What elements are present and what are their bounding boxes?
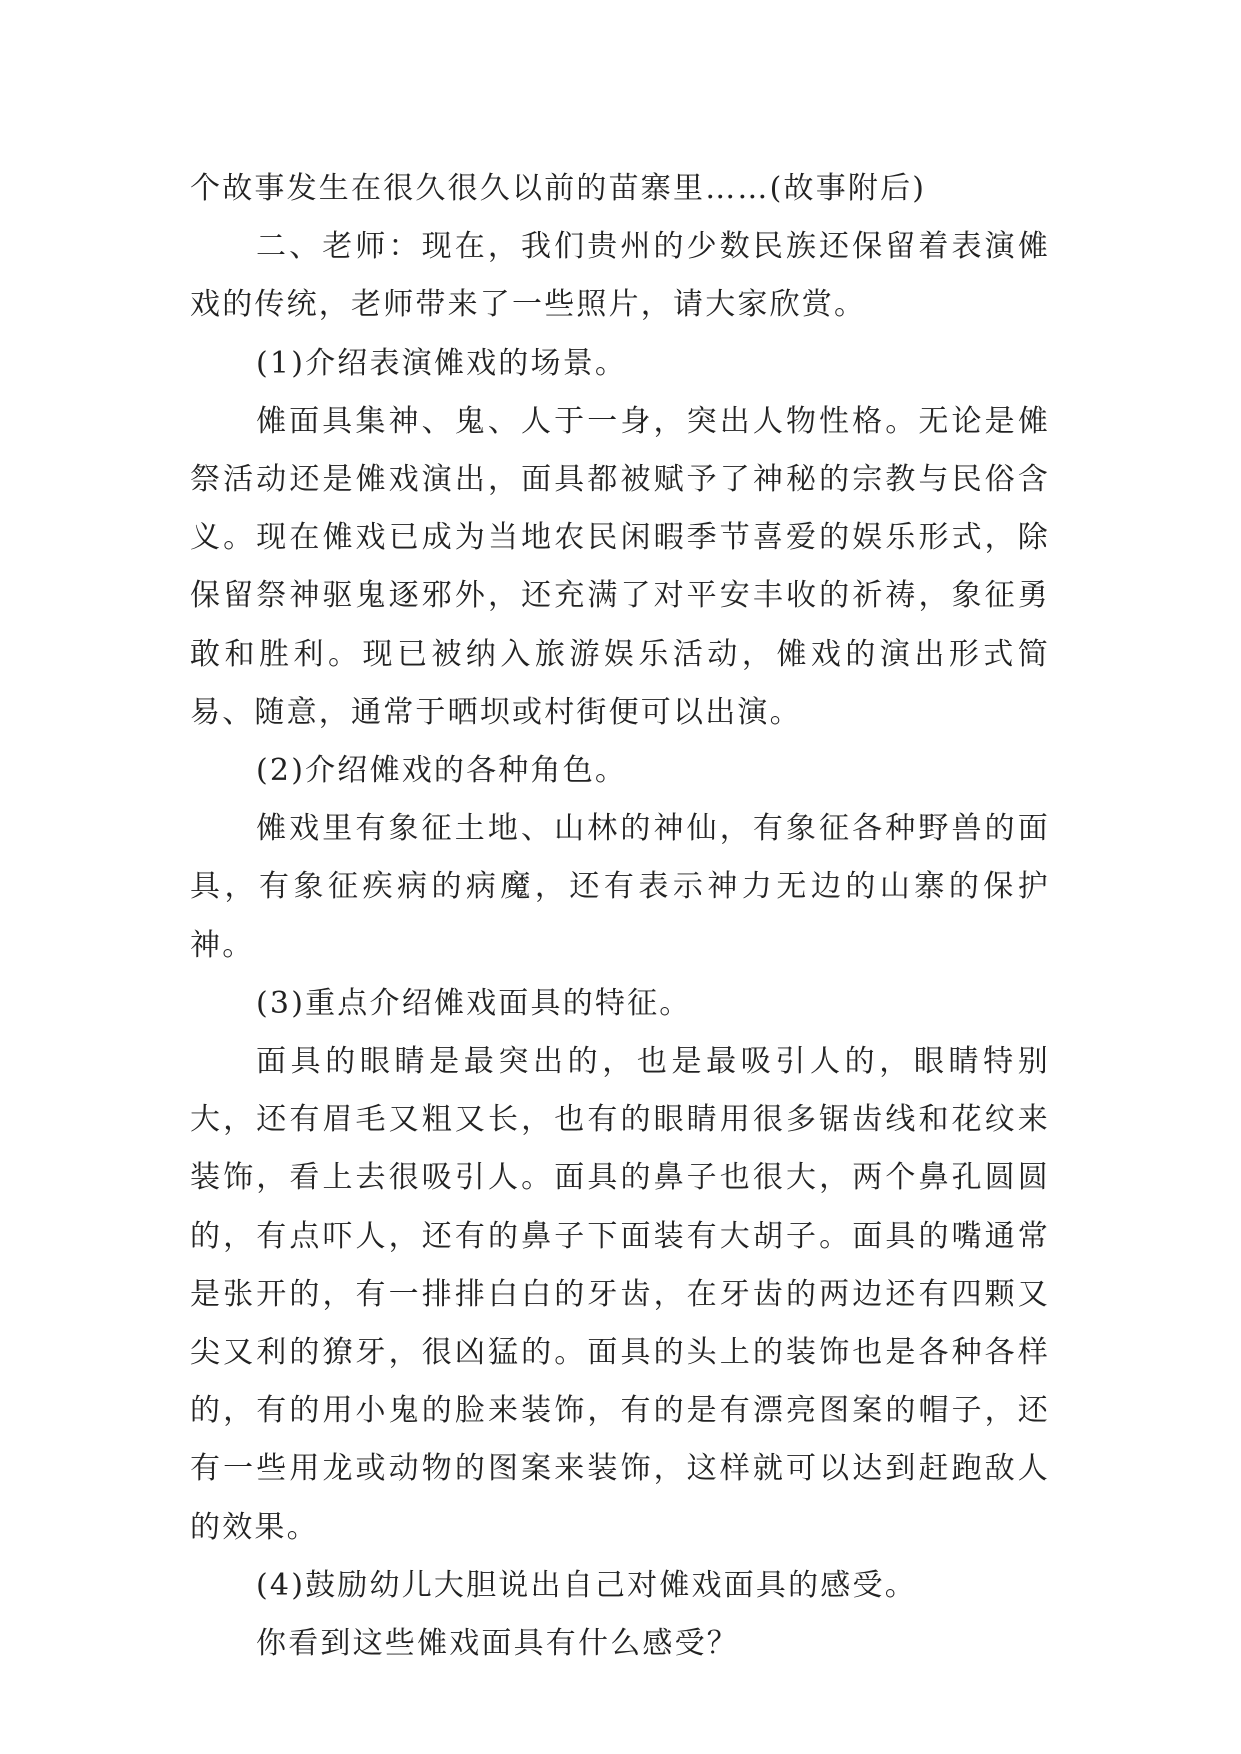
paragraph-step-4-heading: (4)鼓励幼儿大胆说出自己对傩戏面具的感受。 [256,1567,917,1603]
paragraph-nuo-mask-description: 傩面具集神、鬼、人于一身，突出人物性格。无论是傩祭活动还是傩戏演出，面具都被赋予了神秘的宗教与民俗含义。现在傩戏已成为当地农民闲暇季节喜爱的娱乐形式，除保留祭神驱鬼逐邪外，还充满了对平安丰收的祈祷，象征勇敢和胜利。现已被纳入旅游娱乐活动，傩戏的演出形式简易、随意，通常于晒坝或村街便可以出演。 [190,403,1050,730]
paragraph-mask-features: 面具的眼睛是最突出的，也是最吸引人的，眼睛特别大，还有眉毛又粗又长，也有的眼睛用很多锯齿线和花纹来装饰，看上去很吸引人。面具的鼻子也很大，两个鼻孔圆圆的，有点吓人，还有的鼻子下面装有大胡子。面具的嘴通常是张开的，有一排排白白的牙齿，在牙齿的两边还有四颗又尖又利的獠牙，很凶猛的。面具的头上的装饰也是各种各样的，有的用小鬼的脸来装饰，有的是有漂亮图案的帽子，还有一些用龙或动物的图案来装饰，这样就可以达到赶跑敌人的效果。 [190,1044,1050,1545]
document-body [190,160,1050,1673]
paragraph-step-1-heading: (1)介绍表演傩戏的场景。 [256,345,628,381]
paragraph-step-2-heading: (2)介绍傩戏的各种角色。 [256,753,628,789]
paragraph-closing-question: 你看到这些傩戏面具有什么感受？ [256,1626,739,1662]
paragraph-step-3-heading: (3)重点介绍傩戏面具的特征。 [256,985,692,1021]
paragraph-teacher-intro: 二、老师：现在，我们贵州的少数民族还保留着表演傩戏的传统，老师带来了一些照片，请大家欣赏。 [190,229,1050,323]
paragraph-story-continuation: 个故事发生在很久很久以前的苗寨里……(故事附后) [190,171,927,206]
paragraph-nuo-roles: 傩戏里有象征土地、山林的神仙，有象征各种野兽的面具，有象征疾病的病魔，还有表示神力无边的山寨的保护神。 [190,811,1050,963]
